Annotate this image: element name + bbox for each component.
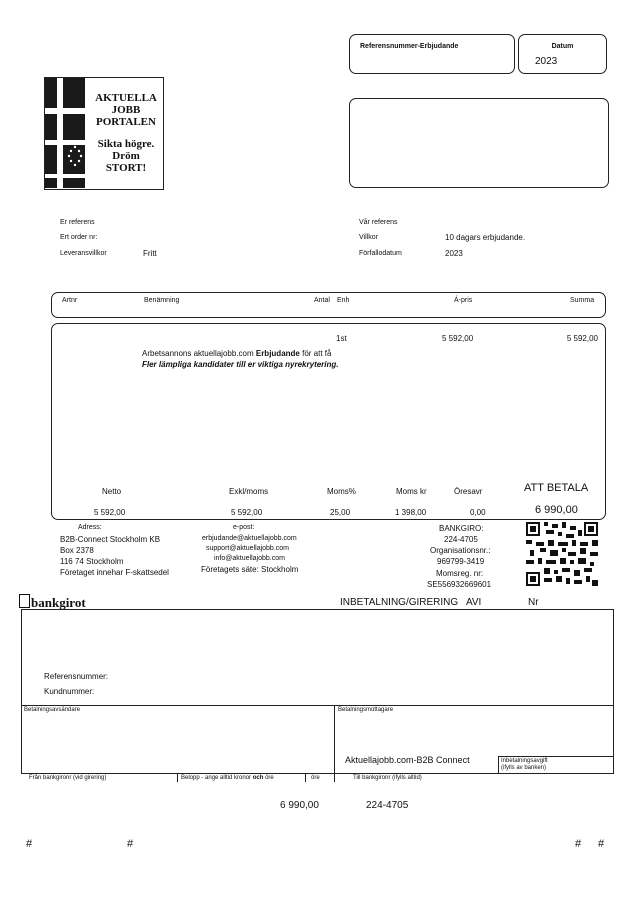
bankgiro-label: BANKGIRO: — [439, 524, 484, 533]
leveransvillkor-value: Fritt — [143, 249, 157, 258]
belopp-och: och — [252, 775, 264, 781]
company-seat: Företagets säte: Stockholm — [201, 565, 299, 574]
forfallodatum-label: Förfallodatum — [359, 250, 402, 257]
org-value: 969799-3419 — [437, 557, 485, 566]
adress-label: Adress: — [78, 524, 102, 531]
email-1: erbjudande@aktuellajobb.com — [202, 535, 297, 542]
exkl-value: 5 592,00 — [231, 508, 263, 517]
col-artnr: Artnr — [62, 297, 78, 304]
fskatt: Företaget innehar F-skattsedel — [60, 568, 169, 577]
ocr-hash-4: # — [598, 838, 605, 850]
date-box — [518, 34, 607, 74]
belopp-separator — [177, 774, 178, 782]
item-desc-line2: Fler lämpliga kandidater till er viktiga nyrekrytering. — [142, 360, 339, 369]
villkor-value: 10 dagars erbjudande. — [445, 233, 526, 242]
logo-line-2: JOBB — [111, 104, 141, 116]
bankgirot-logo-mark — [19, 594, 30, 608]
giro-kundnummer: Kundnummer: — [44, 687, 95, 696]
att-betala-label: ATT BETALA — [524, 482, 589, 494]
reference-label: Referensnummer-Erbjudande — [360, 43, 459, 50]
item-description — [142, 349, 331, 358]
ocr-hash-1: # — [26, 838, 33, 850]
epost-label: e-post: — [233, 524, 255, 531]
items-area — [51, 323, 606, 520]
att-betala-value: 6 990,00 — [535, 504, 578, 516]
item-qty: 1st — [336, 334, 347, 343]
item-desc-bold: Erbjudande — [255, 349, 300, 358]
logo-tagline-3: STORT! — [105, 162, 147, 174]
moms-pct-label: Moms% — [327, 487, 356, 496]
villkor-label: Villkor — [359, 234, 378, 241]
email-2: support@aktuellajobb.com — [206, 545, 289, 552]
giro-nr-label: Nr — [528, 597, 539, 608]
giro-form-vdivider — [334, 705, 335, 773]
inbetalningsavgift-label: Inbetalningsavgift — [501, 758, 548, 764]
giro-to-bankgiro: 224-4705 — [366, 800, 409, 811]
column-header-row — [51, 292, 606, 318]
belopp-ore-word: öre — [265, 775, 274, 781]
company-box: Box 2378 — [60, 546, 94, 555]
moms-kr-label: Moms kr — [396, 487, 427, 496]
belopp-text: Belopp - ange alltid kronor — [181, 775, 252, 781]
logo-line-3: PORTALEN — [96, 116, 156, 128]
giro-referensnummer: Referensnummer: — [44, 672, 109, 681]
fran-bankgiro-label: Från bankgironr (vid girering) — [29, 775, 107, 781]
date-value: 2023 — [535, 56, 558, 67]
qr-code — [526, 522, 598, 586]
company-city: 116 74 Stockholm — [60, 557, 124, 566]
logo-text — [89, 92, 163, 174]
giro-mottagare-label: Betalningsmottagare — [338, 707, 394, 713]
item-desc-suffix: för att få — [299, 349, 332, 358]
giro-form — [21, 609, 614, 774]
momsreg-label: Momsreg. nr: — [436, 569, 484, 578]
ert-order-label: Ert order nr: — [60, 234, 98, 241]
momsreg-value: SE556932669601 — [427, 580, 492, 589]
logo-tagline-1: Sikta högre. — [97, 138, 155, 150]
email-3: info@aktuellajobb.com — [214, 555, 285, 562]
giro-amount: 6 990,00 — [280, 800, 319, 811]
ore-label: öre — [311, 775, 320, 781]
till-bankgiro-label: Till bankgironr (ifylls alltid) — [353, 775, 422, 781]
company-logo — [44, 77, 164, 190]
giro-mottagare-name: Aktuellajobb.com-B2B Connect — [345, 755, 470, 765]
flag-graphic — [45, 78, 85, 188]
forfallodatum-value: 2023 — [445, 249, 463, 258]
item-summa: 5 592,00 — [566, 334, 598, 343]
er-referens-label: Er referens — [60, 219, 95, 226]
var-referens-label: Vår referens — [359, 219, 398, 226]
item-desc-prefix: Arbetsannons aktuellajobb.com — [142, 349, 256, 358]
logo-line-1: AKTUELLA — [95, 92, 157, 104]
col-summa: Summa — [570, 297, 595, 304]
leveransvillkor-label: Leveransvillkor — [60, 250, 107, 257]
belopp-label — [181, 775, 274, 781]
netto-label: Netto — [102, 487, 122, 496]
item-apris: 5 592,00 — [442, 334, 474, 343]
logo-tagline-2: Dröm — [112, 150, 140, 162]
exkl-label: Exkl/moms — [229, 487, 269, 496]
col-antal: Antal — [314, 297, 330, 304]
moms-pct-value: 25,00 — [330, 508, 351, 517]
till-separator — [334, 774, 335, 782]
inbetalningsavgift-note: (ifylls av banken) — [501, 765, 547, 771]
netto-value: 5 592,00 — [94, 508, 126, 517]
oresavr-value: 0,00 — [470, 508, 486, 517]
moms-kr-value: 1 398,00 — [395, 508, 427, 517]
col-enh: Enh — [337, 297, 350, 304]
bankgiro-value: 224-4705 — [444, 535, 478, 544]
recipient-address-box — [349, 98, 609, 188]
col-benamning: Benämning — [144, 297, 180, 304]
oresavr-label: Öresavr — [454, 487, 483, 496]
ocr-hash-3: # — [575, 838, 582, 850]
reference-box — [349, 34, 515, 74]
giro-avsandare-label: Betalningsavsändare — [24, 707, 81, 713]
company-name: B2B-Connect Stockholm KB — [60, 535, 161, 544]
giro-title: INBETALNING/GIRERING AVI — [340, 597, 482, 608]
inbetalningsavgift-box — [498, 756, 614, 774]
giro-form-divider — [21, 705, 613, 706]
date-label: Datum — [551, 43, 574, 50]
ore-separator — [305, 774, 306, 782]
ocr-hash-2: # — [127, 838, 134, 850]
col-apris: Á-pris — [454, 297, 473, 304]
bankgirot-brand: bankgirot — [31, 595, 86, 610]
org-label: Organisationsnr.: — [430, 546, 491, 555]
